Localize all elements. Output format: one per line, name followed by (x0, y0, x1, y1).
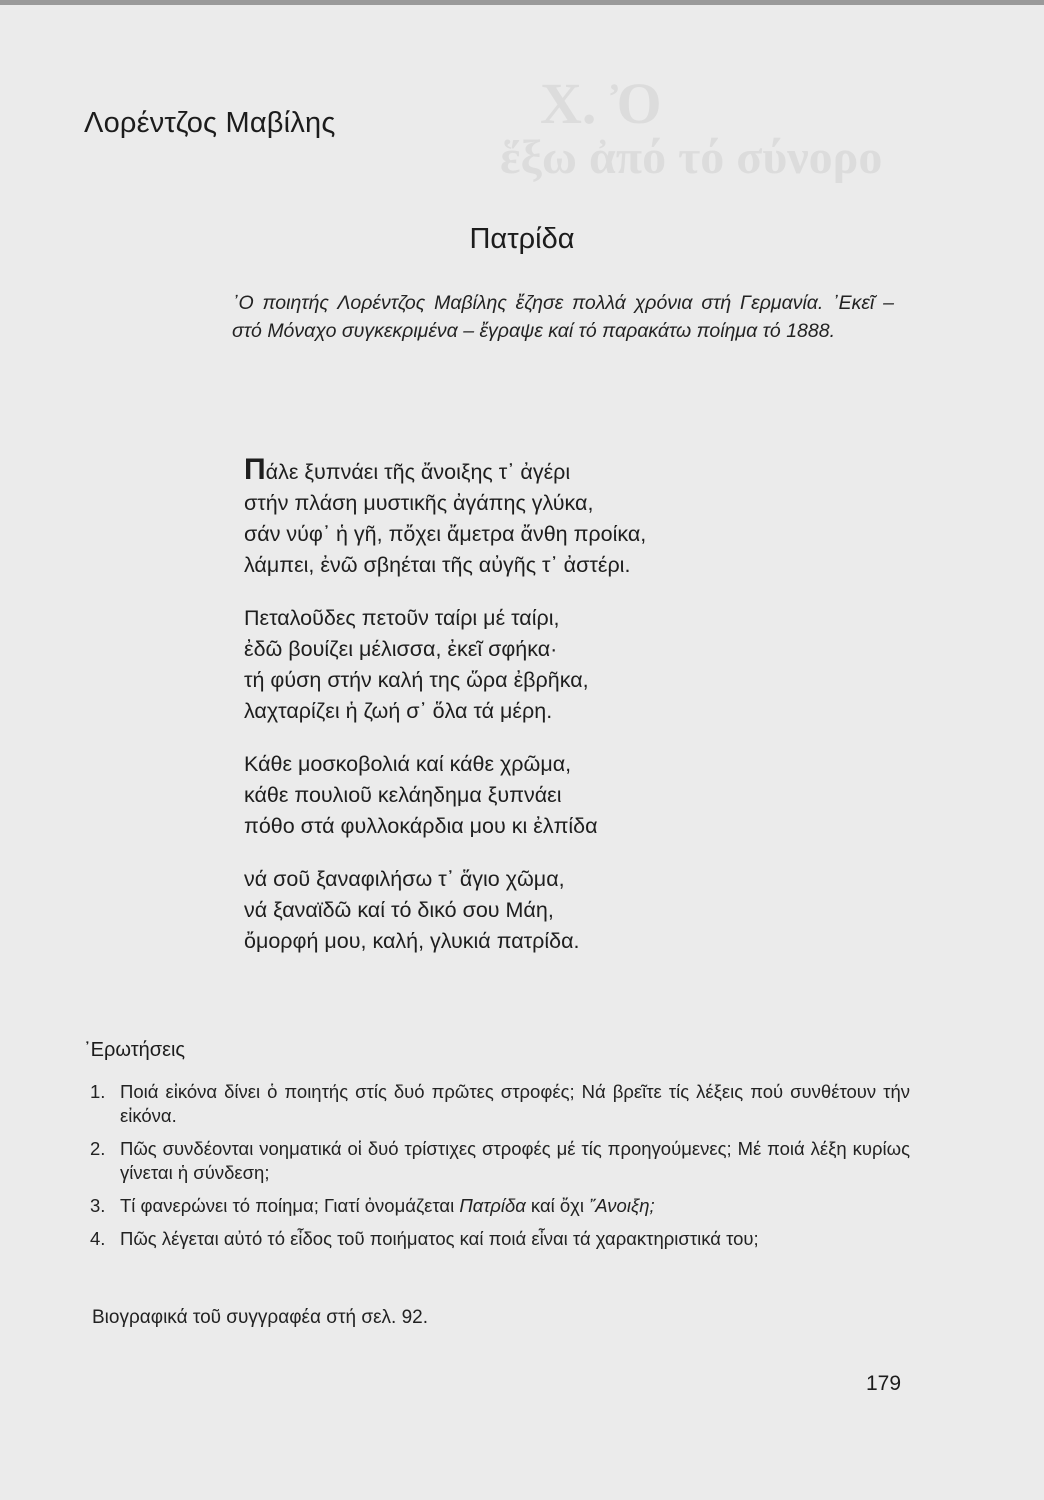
biography-note: Βιογραφικά τοῦ συγγραφέα στή σελ. 92. (92, 1307, 429, 1328)
show-through-text: Χ. Ὀ (540, 71, 662, 136)
question-number: 2. (90, 1138, 106, 1159)
question-text: Πῶς λέγεται αὐτό τό εἶδος τοῦ ποιήματος καί ποιά εἶναι τά χαρακτηριστικά του; (120, 1228, 759, 1249)
question-number: 4. (90, 1228, 106, 1249)
question-text-part: καί ὄχι (525, 1195, 590, 1216)
question-text: Πῶς συνδέονται νοηματικά οἱ δυό τρίστιχες στροφές μέ τίς προηγούμενες; Μέ ποιά λέξη κυρίως γίνεται ἡ σύνδεση; (120, 1138, 910, 1183)
poem-line: νά σοῦ ξαναφιλήσω τ᾿ ἅγιο χῶμα, (244, 867, 565, 891)
poem-line: τή φύση στήν καλή της ὥρα ἐβρῆκα, (244, 668, 589, 692)
question-item (84, 1194, 910, 1218)
drop-cap: Π (244, 453, 266, 486)
question-number: 3. (90, 1195, 106, 1216)
poem-stanza (244, 864, 646, 957)
poem-line: νά ξαναϊδῶ καί τό δικό σου Μάη, (244, 898, 554, 922)
poem-line: στήν πλάση μυστικῆς ἀγάπης γλύκα, (244, 491, 594, 515)
poem-line: λάμπει, ἐνῶ σβηέται τῆς αὐγῆς τ᾿ ἀστέρι. (244, 553, 631, 577)
poem-line: ὄμορφή μου, καλή, γλυκιά πατρίδα. (244, 929, 580, 953)
question-text (120, 1194, 910, 1218)
scan-top-edge (0, 0, 1044, 5)
poem-line: ἐδῶ βουίζει μέλισσα, ἐκεῖ σφήκα· (244, 637, 558, 661)
poem-line-text: άλε ξυπνάει τῆς ἄνοιξης τ᾿ ἀγέρι (265, 460, 571, 484)
question-text-part: Τί φανερώνει τό ποίημα; Γιατί ὀνομάζεται (120, 1195, 460, 1216)
poem-title-text: Πατρίδα (469, 223, 575, 255)
poem-line: πόθο στά φυλλοκάρδια μου κι ἐλπίδα (244, 814, 598, 838)
question-emphasis-alt: ῎Ανοιξη; (589, 1195, 655, 1216)
poem-line: λαχταρίζει ἡ ζωή σ᾿ ὅλα τά μέρη. (244, 699, 553, 723)
poem-stanza (244, 453, 647, 581)
question-item (84, 1227, 910, 1251)
questions-list (84, 1080, 910, 1260)
question-text: Ποιά εἰκόνα δίνει ὁ ποιητής στίς δυό πρῶτες στροφές; Νά βρεῖτε τίς λέξεις πού συνθέτουν τήν εἰκόνα. (120, 1081, 910, 1126)
author-heading: Λορέντζος Μαβίλης (84, 107, 336, 139)
poem-stanza (244, 749, 646, 842)
poem-line: Πεταλοῦδες πετοῦν ταίρι μέ ταίρι, (244, 606, 560, 630)
questions-heading: ᾿Ερωτήσεις (84, 1039, 186, 1061)
question-emphasis-title: Πατρίδα (459, 1195, 526, 1216)
poem-stanza (244, 603, 646, 727)
question-item (84, 1080, 910, 1128)
poem-line (244, 453, 646, 488)
question-number: 1. (90, 1081, 106, 1102)
show-through-text: ἕξω ἀπό τό σύνορο (500, 131, 883, 184)
poem-line: κάθε πουλιοῦ κελάηδημα ξυπνάει (244, 783, 562, 807)
poem-line: σάν νύφ᾿ ἡ γῆ, πὄχει ἄμετρα ἄνθη προίκα, (244, 522, 647, 546)
poem-title (0, 223, 1044, 256)
question-item (84, 1137, 910, 1185)
page-number: 179 (866, 1372, 902, 1395)
intro-paragraph: ᾿Ο ποιητής Λορέντζος Μαβίλης ἔζησε πολλά χρόνια στή Γερμανία. ᾿Εκεῖ – στό Μόναχο συγκεκριμένα – ἔγραψε καί τό παρακάτω ποίημα τό 1888. (232, 292, 894, 342)
poem-line: Κάθε μοσκοβολιά καί κάθε χρῶμα, (244, 752, 572, 776)
poem (244, 453, 647, 979)
